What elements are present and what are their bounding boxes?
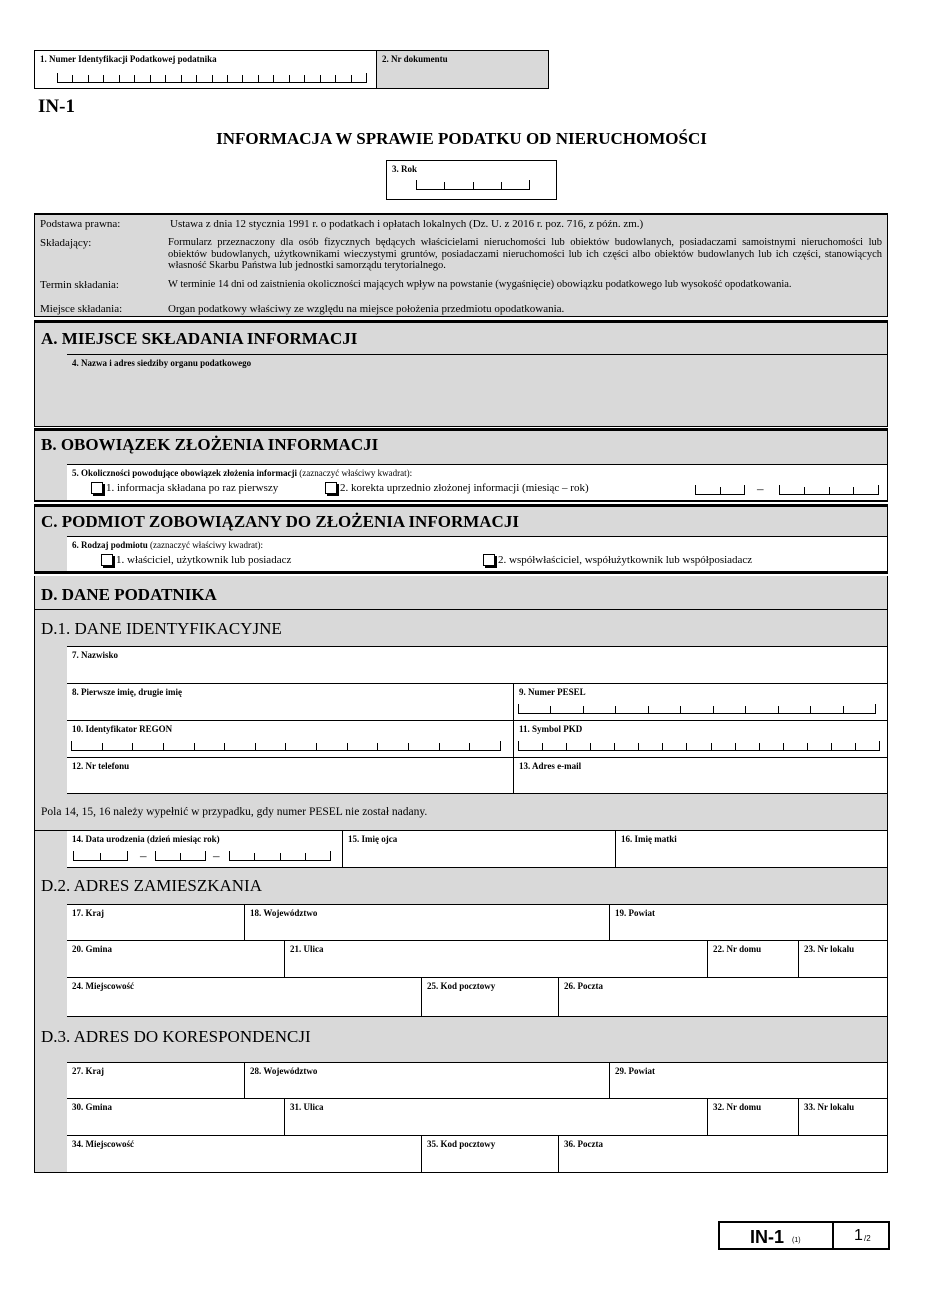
field-15-label: 15. Imię ojca — [348, 834, 398, 844]
footer-page-box — [832, 1221, 890, 1250]
pesel-field[interactable] — [514, 684, 888, 721]
field-13-label: 13. Adres e-mail — [519, 761, 582, 771]
submitter-text: Formularz przeznaczony dla osób fizycznych będących właścicielami nieruchomości lub obiektów budowlanych, posiadaczami samoistnymi nieruchomości lub obiektów budowlanych, użytkownikami wieczystymi gruntów, posiadaczami nieruchomości lub ich części albo obiektów budowlanych lub ich części, stanowiących własność Skarbu Państwa lub jednostki samorządu terytorialnego. — [168, 237, 882, 271]
birth-year[interactable] — [229, 851, 331, 861]
voivodeship-field[interactable] — [245, 904, 610, 941]
corr-post-office-field[interactable] — [559, 1136, 888, 1173]
email-field[interactable] — [514, 758, 888, 794]
phone-field[interactable] — [67, 758, 514, 794]
option-co-owner[interactable]: 2. współwłaściciel, współużytkownik lub współposiadacz — [483, 554, 752, 566]
page-title: INFORMACJA W SPRAWIE PODATKU OD NIERUCHOMOŚCI — [216, 129, 707, 148]
first-names-field[interactable] — [67, 684, 514, 721]
field-19-label: 19. Powiat — [615, 908, 655, 918]
pkd-digits[interactable] — [518, 741, 880, 751]
corr-city-field[interactable] — [67, 1136, 422, 1173]
doc-number-label: 2. Nr dokumentu — [382, 54, 448, 64]
field-20-label: 20. Gmina — [72, 944, 113, 954]
year-box[interactable] — [386, 160, 557, 200]
corr-street-field[interactable] — [285, 1099, 708, 1136]
section-d1-title: D.1. DANE IDENTYFIKACYJNE — [41, 619, 282, 638]
form-code: IN-1 — [38, 96, 75, 117]
field-22-label: 22. Nr domu — [713, 944, 762, 954]
house-number-field[interactable] — [708, 941, 799, 978]
birth-month[interactable] — [155, 851, 206, 861]
field-24-label: 24. Miejscowość — [72, 981, 134, 991]
father-name-field[interactable] — [343, 831, 616, 868]
option-owner[interactable]: 1. właściciel, użytkownik lub posiadacz — [101, 554, 291, 566]
birth-day[interactable] — [73, 851, 128, 861]
commune-field[interactable] — [67, 941, 285, 978]
section-d1-strip — [34, 646, 68, 794]
field-16-label: 16. Imię matki — [621, 834, 677, 844]
month-year-dash: – — [757, 481, 764, 496]
field-31-label: 31. Ulica — [290, 1102, 324, 1112]
section-b-strip — [34, 464, 68, 502]
footer-version: (1) — [792, 1237, 801, 1244]
nip-digits[interactable] — [57, 73, 367, 83]
deadline-label: Termin składania: — [40, 279, 119, 291]
field-8-label: 8. Pierwsze imię, drugie imię — [72, 687, 182, 697]
footer-code-box — [718, 1221, 834, 1250]
footer-page: 1 — [854, 1227, 863, 1244]
checkbox-icon[interactable] — [483, 554, 495, 566]
field-28-label: 28. Województwo — [250, 1066, 318, 1076]
section-d2-title: D.2. ADRES ZAMIESZKANIA — [41, 876, 262, 895]
doc-number-box — [376, 50, 549, 89]
field-10-label: 10. Identyfikator REGON — [72, 724, 173, 734]
section-d1-header — [34, 610, 888, 646]
place-label: Miejsce składania: — [40, 303, 123, 315]
field-25-label: 25. Kod pocztowy — [427, 981, 496, 991]
pesel-note-row — [34, 794, 888, 831]
checkbox-icon[interactable] — [91, 482, 103, 494]
correction-month[interactable] — [695, 485, 745, 495]
year-digits[interactable] — [416, 180, 530, 190]
field-23-label: 23. Nr lokalu — [804, 944, 855, 954]
birth-row-strip — [34, 831, 68, 868]
deadline-text: W terminie 14 dni od zaistnienia okoliczności mających wpływ na powstanie (wygaśnięcie) obowiązku podatkowego lub wysokość opodatkowania. — [168, 279, 792, 290]
place-text: Organ podatkowy właściwy ze względu na miejsce położenia przedmiotu opodatkowania. — [168, 303, 565, 315]
regon-field[interactable] — [67, 721, 514, 758]
postal-code-field[interactable] — [422, 978, 559, 1017]
option-first-submission[interactable]: 1. informacja składana po raz pierwszy — [91, 482, 278, 494]
field-4-label: 4. Nazwa i adres siedziby organu podatkowego — [72, 358, 252, 368]
corr-county-field[interactable] — [610, 1062, 888, 1099]
field-21-label: 21. Ulica — [290, 944, 324, 954]
birth-dash-1: – — [140, 848, 147, 863]
section-d2-strip — [34, 904, 68, 1017]
field-30-label: 30. Gmina — [72, 1102, 113, 1112]
footer-code: IN-1 — [750, 1227, 785, 1247]
field-9-label: 9. Numer PESEL — [519, 687, 586, 697]
footer-page-total: /2 — [864, 1234, 871, 1243]
correction-year[interactable] — [779, 485, 879, 495]
birth-dash-2: – — [213, 848, 220, 863]
legal-block — [34, 213, 888, 317]
mother-name-field[interactable] — [616, 831, 888, 868]
submitter-label: Składający: — [40, 237, 92, 249]
nip-box[interactable] — [34, 50, 377, 89]
birth-date-field[interactable] — [67, 831, 343, 868]
field-33-label: 33. Nr lokalu — [804, 1102, 855, 1112]
section-c-header — [34, 504, 888, 536]
obligation-field — [67, 464, 888, 502]
section-d3-title: D.3. ADRES DO KORESPONDENCJI — [41, 1027, 311, 1046]
county-field[interactable] — [610, 904, 888, 941]
field-14-label: 14. Data urodzenia (dzień miesiąc rok) — [72, 834, 220, 844]
surname-field[interactable] — [67, 646, 888, 684]
street-field[interactable] — [285, 941, 708, 978]
field-35-label: 35. Kod pocztowy — [427, 1139, 496, 1149]
field-34-label: 34. Miejscowość — [72, 1139, 134, 1149]
tax-office-field — [67, 354, 888, 427]
field-36-label: 36. Poczta — [564, 1139, 603, 1149]
option-correction[interactable]: 2. korekta uprzednio złożonej informacji (miesiąc – rok) — [325, 482, 589, 494]
field-5-label: 5. Okoliczności powodujące obowiązek złożenia informacji (zaznaczyć właściwy kwadrat): — [72, 468, 413, 478]
field-29-label: 29. Powiat — [615, 1066, 655, 1076]
post-office-field[interactable] — [559, 978, 888, 1017]
field-17-label: 17. Kraj — [72, 908, 104, 918]
field-6-label: 6. Rodzaj podmiotu (zaznaczyć właściwy kwadrat): — [72, 540, 263, 550]
city-field[interactable] — [67, 978, 422, 1017]
field-18-label: 18. Województwo — [250, 908, 318, 918]
corr-voivodeship-field[interactable] — [245, 1062, 610, 1099]
section-d3-header — [34, 1017, 888, 1062]
section-a-header — [34, 320, 888, 354]
basis-text: Ustawa z dnia 12 stycznia 1991 r. o podatkach i opłatach lokalnych (Dz. U. z 2016 r. poz. 716, z późn. zm.) — [170, 218, 644, 230]
nip-label: 1. Numer Identyfikacji Podatkowej podatnika — [40, 54, 217, 64]
field-26-label: 26. Poczta — [564, 981, 603, 991]
corr-apartment-number-field[interactable] — [799, 1099, 888, 1136]
checkbox-icon[interactable] — [101, 554, 113, 566]
section-d-title: D. DANE PODATNIKA — [41, 585, 217, 604]
field-32-label: 32. Nr domu — [713, 1102, 762, 1112]
basis-label: Podstawa prawna: — [40, 218, 121, 230]
regon-digits[interactable] — [71, 741, 501, 751]
section-a-strip — [34, 354, 68, 427]
subject-type-field — [67, 536, 888, 574]
pesel-note: Pola 14, 15, 16 należy wypełnić w przypadku, gdy numer PESEL nie został nadany. — [41, 806, 428, 818]
year-label: 3. Rok — [392, 164, 418, 174]
section-d2-header — [34, 868, 888, 904]
checkbox-icon[interactable] — [325, 482, 337, 494]
country-field[interactable] — [67, 904, 245, 941]
section-b-header — [34, 428, 888, 464]
section-d-header — [34, 576, 888, 610]
pesel-digits[interactable] — [518, 704, 876, 714]
pkd-field[interactable] — [514, 721, 888, 758]
section-a-title: A. MIEJSCE SKŁADANIA INFORMACJI — [41, 329, 358, 348]
section-c-strip — [34, 536, 68, 574]
field-7-label: 7. Nazwisko — [72, 650, 119, 660]
section-c-title: C. PODMIOT ZOBOWIĄZANY DO ZŁOŻENIA INFORMACJI — [41, 512, 519, 531]
apartment-number-field[interactable] — [799, 941, 888, 978]
corr-commune-field[interactable] — [67, 1099, 285, 1136]
corr-country-field[interactable] — [67, 1062, 245, 1099]
field-12-label: 12. Nr telefonu — [72, 761, 130, 771]
section-b-title: B. OBOWIĄZEK ZŁOŻENIA INFORMACJI — [41, 435, 379, 454]
corr-postal-code-field[interactable] — [422, 1136, 559, 1173]
corr-house-number-field[interactable] — [708, 1099, 799, 1136]
field-27-label: 27. Kraj — [72, 1066, 104, 1076]
section-d3-strip — [34, 1062, 68, 1173]
field-11-label: 11. Symbol PKD — [519, 724, 583, 734]
